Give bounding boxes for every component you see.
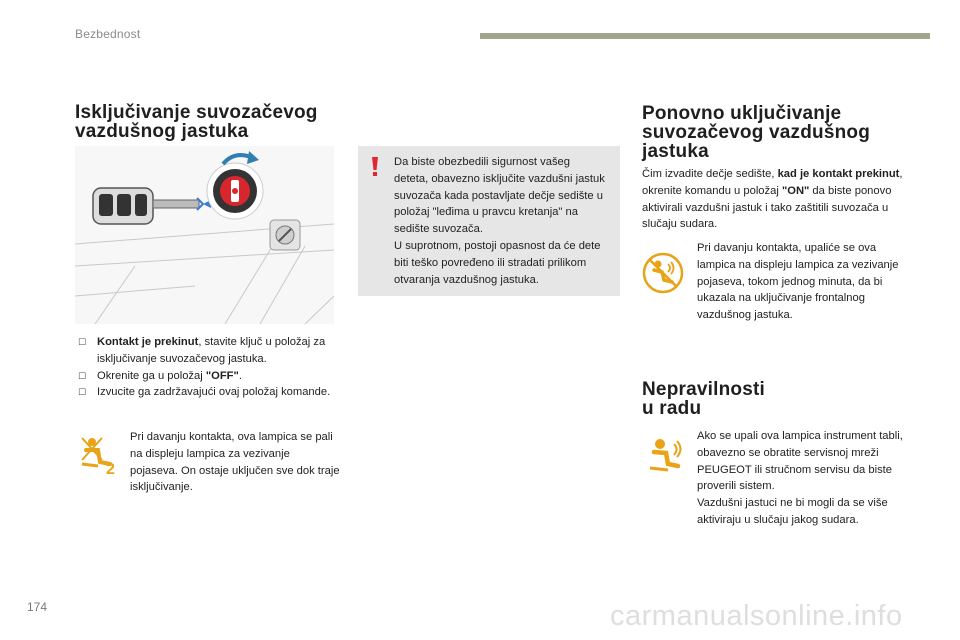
title-malfunction: [642, 380, 902, 418]
malfunction-text: Ako se upali ova lampica instrument tabli, obavezno se obratite servisnoj mreži PEUGEOT ili stručnom servisu da biste proverili sistem. Vazdušni jastuci ne bi mogli da se više aktiviraju u slučaju jakog sudara.: [697, 430, 903, 526]
title-deactivation-line2: vazdušnog jastuka: [75, 121, 249, 142]
airbag-off-lamp-text: Pri davanju kontakta, ova lampica se pali na displeju lampica za vezivanje pojaseva. On ostaje uključen sve dok traje isključivanje.: [130, 431, 340, 494]
title-malfunction-line2: u radu: [642, 398, 702, 419]
step-bold: Kontakt je prekinut: [97, 336, 199, 348]
step-item: [75, 384, 343, 401]
watermark: carmanualsonline.info: [610, 600, 903, 632]
key-switch-drawing: [75, 146, 334, 324]
title-reactivation-line3: jastuka: [642, 141, 709, 162]
warning-text: Da biste obezbedili sigurnost vašeg deteta, obavezno isključite vazdušni jastuk suvozača kada postavljate dečje sedište u položaj "leđima u pravcu kretanja" na sedište suvozača. U suprotnom, postoji opasnost da će dete biti teško povređeno ili stradati prilikom otvaranja vazdušnog jastuka.: [394, 156, 605, 286]
airbag-on-lamp-text: Pri davanju kontakta, upaliće se ova lampica na displeju lampica za vezivanje pojaseva, tokom jednog minuta, da bi ukazala na uključivanje frontalnog vazdušnog jastuka.: [697, 242, 899, 322]
warning-exclamation-icon: [369, 157, 381, 177]
airbag-on-icon: [642, 252, 684, 294]
title-deactivation-line1: Isključivanje suvozačevog: [75, 102, 318, 123]
step-text-after: .: [238, 369, 242, 382]
reactivation-intro: [642, 166, 912, 233]
airbag-fault-icon: [646, 436, 686, 476]
title-malfunction-line1: Nepravilnosti: [642, 379, 765, 400]
deactivation-steps: [75, 334, 343, 401]
intro-text: da biste ponovo aktivirali vazdušni jastuk i tako zaštitili suvozača u slučaju sudara.: [642, 184, 892, 231]
intro-bold: kad je kontakt prekinut: [777, 168, 900, 180]
step-text: Izvucite ga zadržavajući ovaj položaj komande.: [97, 386, 331, 399]
step-item: [75, 368, 343, 385]
checkbox-bullet-icon: ☐: [78, 387, 87, 398]
intro-text: , okrenite komandu u položaj: [642, 168, 903, 197]
step-bold: "OFF": [205, 369, 239, 382]
title-deactivation: [75, 103, 345, 141]
airbag-switch-illustration: [75, 146, 334, 324]
intro-bold: "ON": [781, 184, 810, 197]
header-bar: [480, 33, 930, 39]
checkbox-bullet-icon: ☐: [78, 370, 87, 381]
title-reactivation: [642, 104, 902, 161]
checkbox-bullet-icon: ☐: [78, 337, 87, 347]
intro-text: Čim izvadite dečje sedište,: [642, 168, 778, 180]
airbag-off-icon: [80, 436, 120, 476]
section-header: Bezbednost: [75, 27, 141, 41]
step-text: , stavite ključ u položaj za isključivanje suvozačevog jastuka.: [97, 336, 326, 365]
step-item: [75, 334, 343, 368]
svg-text:2: 2: [106, 461, 115, 476]
title-reactivation-line2: suvozačevog vazdušnog: [642, 122, 871, 143]
title-reactivation-line1: Ponovno uključivanje: [642, 103, 842, 124]
page-number: 174: [27, 600, 48, 614]
step-text: Okrenite ga u položaj: [97, 369, 206, 382]
